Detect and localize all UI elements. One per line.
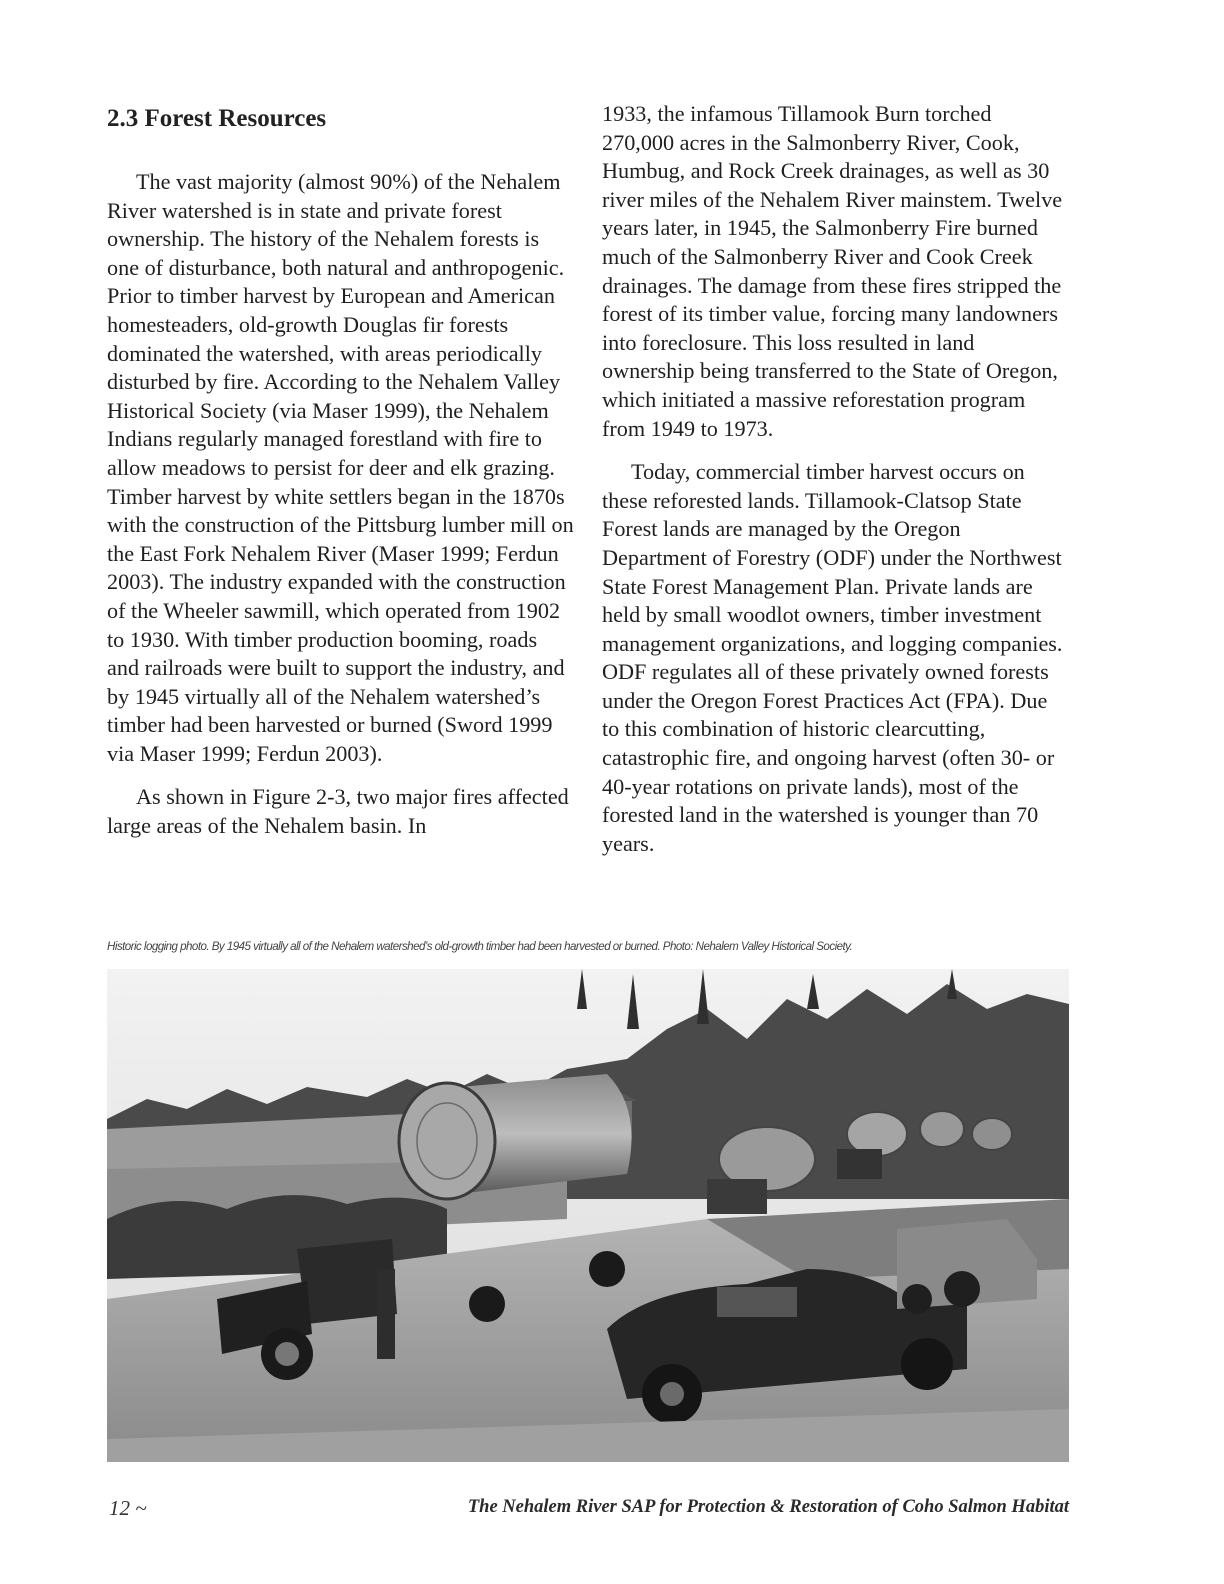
paragraph-fires-continued: 1933, the infamous Tillamook Burn torched 270,000 acres in the Salmonberry River, Cook, Humbug, and Rock Creek drainages, as well as 30 river miles of the Nehalem River mainstem. Twelve years later, in 1945, the Salmonberry Fire burned much of the Salmonberry River and Cook Creek drainages. The damage from these fires stripped the forest of its timber value, forcing many landowners into foreclosure. This loss resulted in land ownership being transferred to the State of Oregon, which initiated a massive reforestation program from 1949 to 1973. [602,101,1063,441]
paragraph-fires-intro: As shown in Figure 2-3, two major fires affected large areas of the Nehalem basin. In [107,784,569,839]
historic-logging-photo [107,969,1069,1462]
paragraph-today: Today, commercial timber harvest occurs on these reforested lands. Tillamook-Clatsop State Forest lands are managed by the Oregon Department of Forestry (ODF) under the Northwest State Forest Management Plan. Private lands are held by small woodlot owners, timber investment management organizations, and logging companies. ODF regulates all of these privately owned forests under the Oregon Forest Practices Act (FPA). Due to this combination of historic clearcutting, catastrophic fire, and ongoing harvest (often 30- or 40-year rotations on private lands), most of the forested land in the watershed is younger than 70 years. [602,459,1063,856]
photo-caption: Historic logging photo. By 1945 virtually all of the Nehalem watershed’s old-growth timber had been harvested or burned. Photo: Nehalem Valley Historical Society. [107,940,853,953]
page-number: 12 ~ [109,1496,147,1520]
paragraph-history: The vast majority (almost 90%) of the Nehalem River watershed is in state and private forest ownership. The history of the Nehalem forests is one of disturbance, both natural and anthropogenic. Prior to timber harvest by European and American homesteaders, old-growth Douglas fir forests dominated the watershed, with areas periodically disturbed by fire. According to the Nehalem Valley Historical Society (via Maser 1999), the Nehalem Indians regularly managed forestland with fire to allow meadows to persist for deer and elk grazing. Timber harvest by white settlers began in the 1870s with the construction of the Pittsburg lumber mill on the East Fork Nehalem River (Maser 1999; Ferdun 2003). The industry expanded with the construction of the Wheeler sawmill, which operated from 1902 to 1930. With timber production booming, roads and railroads were built to support the industry, and by 1945 virtually all of the Nehalem watershed’s timber had been harvested or burned (Sword 1999 via Maser 1999; Ferdun 2003). [107,169,574,766]
running-title: The Nehalem River SAP for Protection & Restoration of Coho Salmon Habitat [467,1497,1069,1517]
right-column [602,100,1068,873]
section-title: 2.3 Forest Resources [107,105,327,132]
left-column [107,100,574,856]
